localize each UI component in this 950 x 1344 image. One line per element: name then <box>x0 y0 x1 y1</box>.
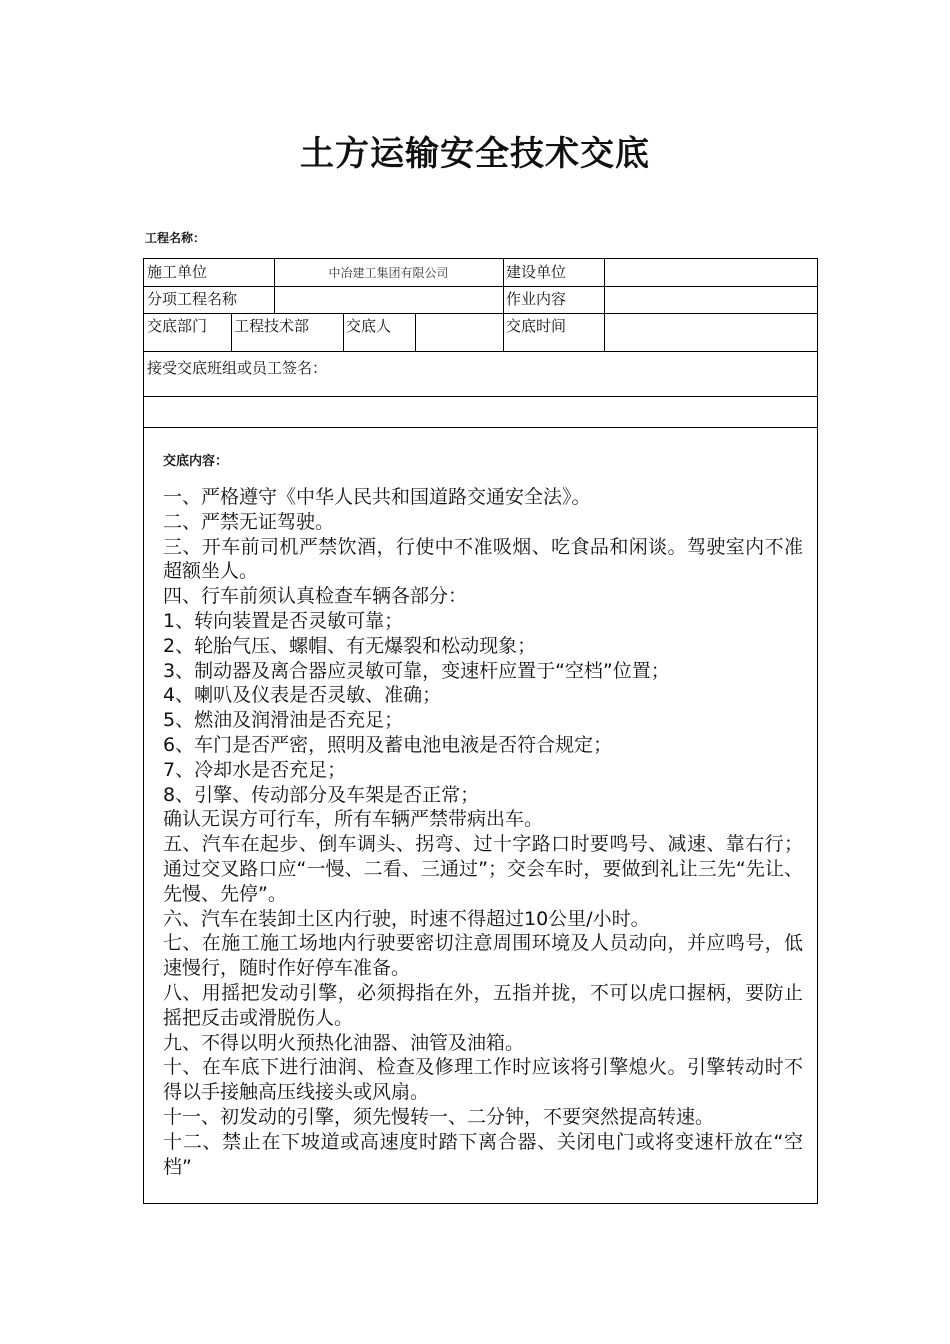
list-item: 五、汽车在起步、倒车调头、拐弯、过十字路口时要鸣号、减速、靠右行；通过交叉路口应“一慢、二看、三通过”；交会车时，要做到礼让三先“先让、先慢、先停”。 <box>163 833 803 905</box>
list-item: 7、冷却水是否充足； <box>163 758 347 781</box>
row-divider <box>144 313 817 314</box>
signature-label: 接受交底班组或员工签名： <box>147 359 328 377</box>
content-heading: 交底内容： <box>163 454 229 469</box>
sub-project-label: 分项工程名称 <box>147 290 238 308</box>
construction-unit-value: 中冶建工集团有限公司 <box>328 266 449 280</box>
row-divider <box>144 427 817 428</box>
row-divider <box>144 351 817 352</box>
list-item: 六、汽车在装卸土区内行驶，时速不得超过10公里/小时。 <box>163 907 650 930</box>
column-divider <box>604 259 605 351</box>
list-item: 4、喇叭及仪表是否灵敏、准确； <box>163 684 442 707</box>
client-unit-label: 建设单位 <box>506 263 567 281</box>
list-item: 四、行车前须认真检查车辆各部分： <box>163 585 468 608</box>
column-divider <box>231 313 232 351</box>
list-item: 2、轮胎气压、螺帽、有无爆裂和松动现象； <box>163 634 537 657</box>
row-divider <box>144 396 817 397</box>
signature-area[interactable] <box>147 400 812 424</box>
column-divider <box>343 313 344 351</box>
construction-unit-label: 施工单位 <box>147 263 208 281</box>
list-item: 二、严禁无证驾驶。 <box>163 510 335 533</box>
project-name-label: 工程名称： <box>145 231 206 245</box>
column-divider <box>503 259 504 351</box>
list-item: 确认无误方可行车，所有车辆严禁带病出车。 <box>163 808 544 831</box>
work-content-label: 作业内容 <box>506 290 567 308</box>
list-item: 5、燃油及润滑油是否充足； <box>163 709 404 732</box>
time-label: 交底时间 <box>506 317 567 335</box>
list-item: 十二、禁止在下坡道或高速度时踏下离合器、关闭电门或将变速杆放在“空档” <box>163 1130 803 1178</box>
department-value: 工程技术部 <box>234 317 310 335</box>
list-item: 十一、初发动的引擎，须先慢转一、二分钟，不要突然提高转速。 <box>163 1105 715 1128</box>
list-item: 8、引擎、传动部分及车架是否正常； <box>163 783 480 806</box>
client-unit-value[interactable] <box>607 262 812 282</box>
row-divider <box>144 286 817 287</box>
list-item: 三、开车前司机严禁饮酒，行使中不准吸烟、吃食品和闲谈。驾驶室内不准超额坐人。 <box>163 535 803 583</box>
content-list <box>163 485 803 1179</box>
list-item: 3、制动器及离合器应灵敏可靠，变速杆应置于“空档”位置； <box>163 659 670 682</box>
column-divider <box>415 313 416 351</box>
list-item: 6、车门是否严密，照明及蓄电池电液是否符合规定； <box>163 733 613 756</box>
list-item: 七、在施工施工场地内行驶要密切注意周围环境及人员动向，并应鸣号，低速慢行，随时作好停车准备。 <box>163 932 803 980</box>
list-item: 十、在车底下进行油润、检查及修理工作时应该将引擎熄火。引擎转动时不得以手接触高压线接头或风扇。 <box>163 1056 803 1104</box>
document-title: 土方运输安全技术交底 <box>300 134 650 174</box>
handover-form-table <box>143 258 818 1204</box>
list-item: 九、不得以明火预热化油器、油管及油箱。 <box>163 1031 525 1054</box>
time-value[interactable] <box>607 316 812 346</box>
list-item: 一、严格遵守《中华人民共和国道路交通安全法》。 <box>163 486 591 508</box>
department-label: 交底部门 <box>147 317 208 335</box>
presenter-label: 交底人 <box>346 317 392 335</box>
sub-project-value[interactable] <box>277 289 499 309</box>
presenter-value[interactable] <box>418 316 500 346</box>
list-item: 1、转向装置是否灵敏可靠； <box>163 609 404 632</box>
work-content-value[interactable] <box>607 289 812 309</box>
list-item: 八、用摇把发动引擎，必须拇指在外，五指并拢，不可以虎口握柄，要防止摇把反击或滑脱伤人。 <box>163 981 803 1029</box>
